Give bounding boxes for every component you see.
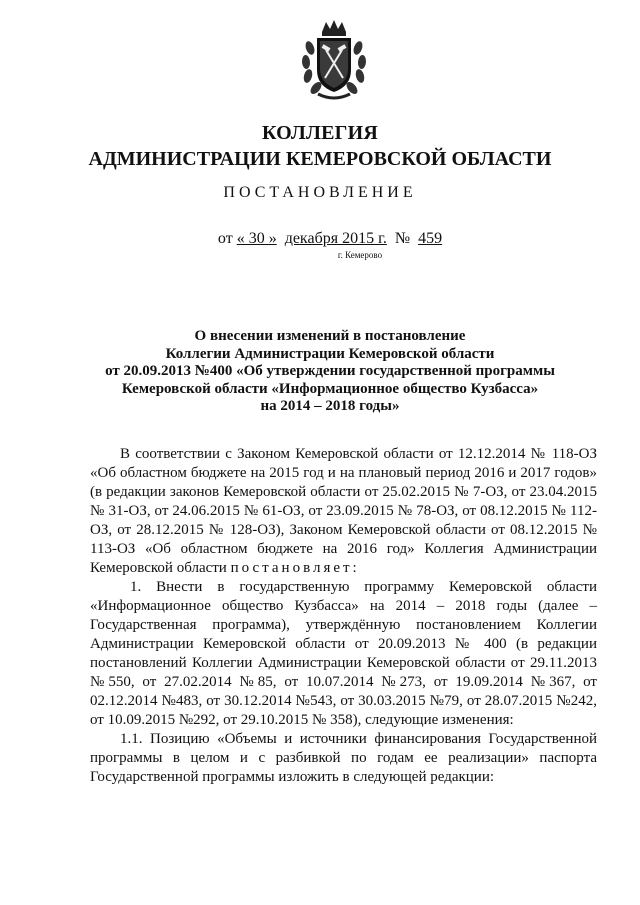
body-paragraph-2: 1. Внести в государственную программу Кемеровской области «Информационное общество Кузбасса» на 2014 – 2018 годы (далее – Государственная программа), утверждённую постановлением Коллегии Администрации Кемеровской области от 20.09.2013 № 400 (в редакции постановлений Коллегии Администрации Кемеровской области от 29.11.2013 №550, от 27.02.2014 №85, от 10.07.2014 №273, от 19.09.2014 №367, от 02.12.2014 №483, от 30.12.2014 №543, от 30.03.2015 №79, от 28.07.2015 №242, от 10.09.2015 №292, от 29.10.2015 № 358), следующие изменения:	[90, 579, 597, 728]
number-prefix: №	[394, 230, 411, 247]
date-month-year: декабря 2015 г.	[284, 230, 387, 247]
title-line: Кемеровской области «Информационное общество Кузбасса»	[121, 380, 539, 397]
document-number: 459	[418, 230, 443, 247]
title-line: О внесении изменений в постановление	[194, 328, 466, 344]
coat-of-arms-emblem	[298, 18, 370, 102]
title-line: Коллегии Администрации Кемеровской области	[165, 345, 495, 362]
body-paragraph-3: 1.1. Позицию «Объемы и источники финансирования Государственной программы в целом и с разбивкой по годам ее реализации» паспорта Государственной программы изложить в следующей редакции:	[90, 731, 597, 785]
organization-name-line2: АДМИНИСТРАЦИИ КЕМЕРОВСКОЙ ОБЛАСТИ	[88, 148, 552, 170]
title-line: от 20.09.2013 №400 «Об утверждении государственной программы	[105, 363, 555, 379]
document-body	[90, 445, 597, 787]
organization-name-line1: КОЛЛЕГИЯ	[261, 122, 379, 144]
date-prefix: от	[217, 230, 233, 247]
title-line: на 2014 – 2018 годы»	[260, 398, 400, 414]
resolves-word: постановляет:	[230, 560, 360, 576]
paragraph-text: В соответствии с Законом Кемеровской области от 12.12.2014 № 118-ОЗ «Об областном бюджете на 2015 год и на плановый период 2016 и 2017 годов» (в редакции законов Кемеровской области от 25.02.2015 № 7-ОЗ, от 23.04.2015 № 31-ОЗ, от 24.06.2015 № 61-ОЗ, от 23.09.2015 № 78-ОЗ, от 08.12.2015 № 112-ОЗ, от 28.12.2015 № 128-ОЗ), Законом Кемеровской области от 08.12.2015 № 113-ОЗ «Об областном бюджете на 2016 год» Коллегия Администрации Кемеровской области	[90, 446, 597, 576]
date-day: « 30 »	[236, 230, 277, 247]
document-title	[80, 328, 580, 416]
document-type: ПОСТАНОВЛЕНИЕ	[223, 184, 417, 201]
body-paragraph-1	[90, 445, 597, 578]
city-label: г. Кемерово	[337, 250, 383, 260]
date-number-line	[120, 230, 540, 248]
